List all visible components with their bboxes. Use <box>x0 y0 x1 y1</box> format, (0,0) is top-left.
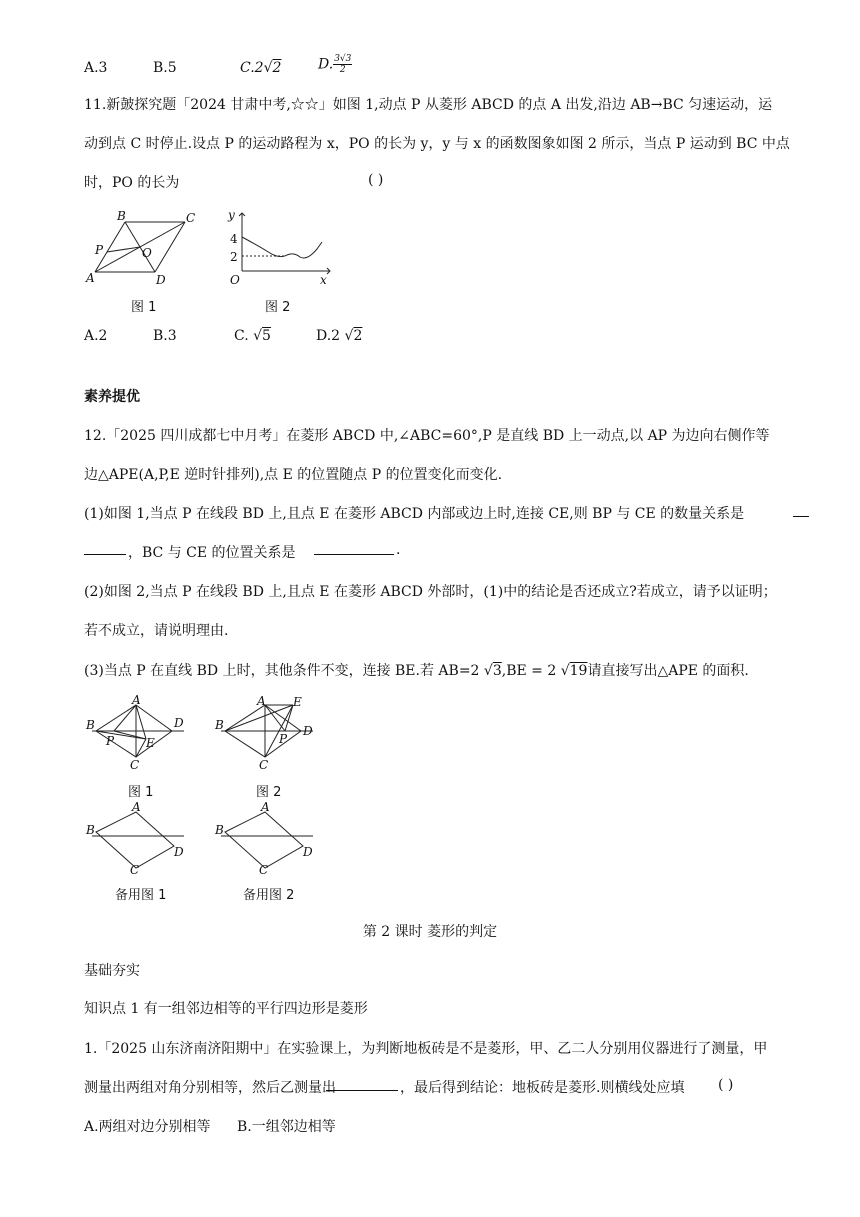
label-p: P <box>106 734 115 748</box>
q11-option-c: C. √5 <box>234 328 271 344</box>
label-b: B <box>86 823 95 837</box>
q11-line-2: 动到点 C 时停止.设点 P 的运动路程为 x，PO 的长为 y，y 与 x 的函数图象如图 2 所示，当点 P 运动到 BC 中点 <box>84 136 790 152</box>
q1-line-2a: 测量出两组对角分别相等，然后乙测量出 <box>84 1080 336 1096</box>
label-x: x <box>320 273 327 287</box>
label-a: A <box>257 695 266 708</box>
q1-line-1: 1.「2025 山东济南济阳期中」在实验课上，为判断地板砖是不是菱形，甲、乙二人分别用仪器进行了测量，甲 <box>84 1041 768 1057</box>
q12-figure-2-caption: 图 2 <box>256 785 282 800</box>
q11-line-1: 11.新皷探究题「2024 甘肃中考,☆☆」如图 1,动点 P 从菱形 ABCD 的点 A 出发,沿边 AB→BC 匀速运动，运 <box>84 97 773 113</box>
lesson-title: 第 2 课时 菱形的判定 <box>362 924 498 940</box>
q12-part3: (3)当点 P 在直线 BD 上时，其他条件不变，连接 BE.若 AB=2 √3,BE = 2 √19请直接写出△APE 的面积. <box>84 663 749 679</box>
blank-line <box>314 554 394 555</box>
label-b: B <box>86 718 95 732</box>
label-a: A <box>261 800 270 814</box>
rhombus-abcd <box>96 812 174 868</box>
basic-section-title: 基础夯实 <box>84 963 140 979</box>
label-p: P <box>279 732 288 746</box>
q12-part1-end: . <box>396 542 401 558</box>
q12-spare-figure-2-caption: 备用图 2 <box>243 888 295 903</box>
label-p: P <box>95 243 104 257</box>
label-e: E <box>146 736 155 750</box>
label-b: B <box>215 823 224 837</box>
segment-ap <box>114 705 136 731</box>
label-d: D <box>303 724 313 738</box>
label-2: 2 <box>230 250 238 264</box>
label-c: C <box>186 211 196 225</box>
edge-cd <box>155 222 185 272</box>
label-a: A <box>86 271 95 285</box>
label-e: E <box>293 695 302 709</box>
q11-line-3: 时，PO 的长为 <box>84 175 180 191</box>
blank-line <box>326 1090 398 1091</box>
q11-figure-1 <box>80 210 200 290</box>
q12-figure-1 <box>84 695 194 770</box>
q11-option-a: A.2 <box>84 328 108 344</box>
q11-answer-paren: ( ) <box>368 172 384 188</box>
q12-spare-figure-1-caption: 备用图 1 <box>115 888 167 903</box>
q12-spare-figure-1 <box>84 800 194 875</box>
q12-part1-line-2: ，BC 与 CE 的位置关系是 <box>128 545 296 561</box>
label-4: 4 <box>230 232 238 246</box>
label-c: C <box>259 758 269 770</box>
label-d: D <box>174 845 184 859</box>
fraction: $\frac{3√3}{2}$ <box>334 54 352 75</box>
q11-figure-1-caption: 图 1 <box>131 300 157 315</box>
q12-figure-1-caption: 图 1 <box>128 785 154 800</box>
q12-line-1: 12.「2025 四川成都七中月考」在菱形 ABCD 中,∠ABC=60°,P 是直线 BD 上一动点,以 AP 为边向右侧作等 <box>84 428 770 444</box>
label-b: B <box>117 210 126 223</box>
segment-ce <box>136 739 146 757</box>
label-c: C <box>130 758 140 770</box>
rhombus-abcd <box>225 812 303 868</box>
q1-option-b: B.一组邻边相等 <box>237 1119 336 1135</box>
q1-answer-paren: ( ) <box>718 1077 734 1093</box>
q11-figure-2-caption: 图 2 <box>265 300 291 315</box>
q11-option-d: D.2 √2 <box>316 328 363 344</box>
function-curve <box>242 237 322 258</box>
segment-be <box>96 731 146 739</box>
label-c: C <box>259 863 269 875</box>
q12-part2-line-2: 若不成立，请说明理由. <box>84 623 229 639</box>
blank-line <box>793 516 809 517</box>
q10-option-d: D. $\frac{3√3}{2}$ <box>318 54 352 75</box>
label-d: D <box>303 845 313 859</box>
label-o: O <box>142 246 152 260</box>
label-d: D <box>156 273 166 287</box>
label-d: D <box>174 716 184 730</box>
label-a: A <box>132 695 141 707</box>
q11-figure-2 <box>222 205 340 290</box>
q10-option-c: C.2√2 <box>240 60 282 76</box>
q12-line-2: 边△APE(A,P,E 逆时针排列),点 E 的位置随点 P 的位置变化而变化. <box>84 467 503 483</box>
section-title: 素养提优 <box>84 389 140 405</box>
blank-line <box>84 554 126 555</box>
q10-option-b: B.5 <box>153 60 177 76</box>
label-origin: O <box>230 273 240 287</box>
q10-option-a: A.3 <box>84 60 108 76</box>
label-c: C <box>130 863 140 875</box>
q12-part2-line-1: (2)如图 2,当点 P 在线段 BD 上,且点 E 在菱形 ABCD 外部时，(1)中的结论是否还成立?若成立，请予以证明； <box>84 584 777 600</box>
q11-option-b: B.3 <box>153 328 177 344</box>
q12-figure-2 <box>213 695 323 770</box>
label-y: y <box>228 208 235 222</box>
q12-part1-line-1: (1)如图 1,当点 P 在线段 BD 上,且点 E 在菱形 ABCD 内部或边上时,连接 CE,则 BP 与 CE 的数量关系是 <box>84 506 745 522</box>
q1-option-a: A.两组对边分别相等 <box>84 1119 211 1135</box>
label-a: A <box>132 800 141 814</box>
q1-line-2b: ，最后得到结论：地板砖是菱形.则横线处应填 <box>400 1080 685 1096</box>
segment-ae <box>136 705 146 739</box>
knowledge-point: 知识点 1 有一组邻边相等的平行四边形是菱形 <box>84 1001 368 1017</box>
label-b: B <box>215 718 224 732</box>
q12-spare-figure-2 <box>213 800 323 875</box>
